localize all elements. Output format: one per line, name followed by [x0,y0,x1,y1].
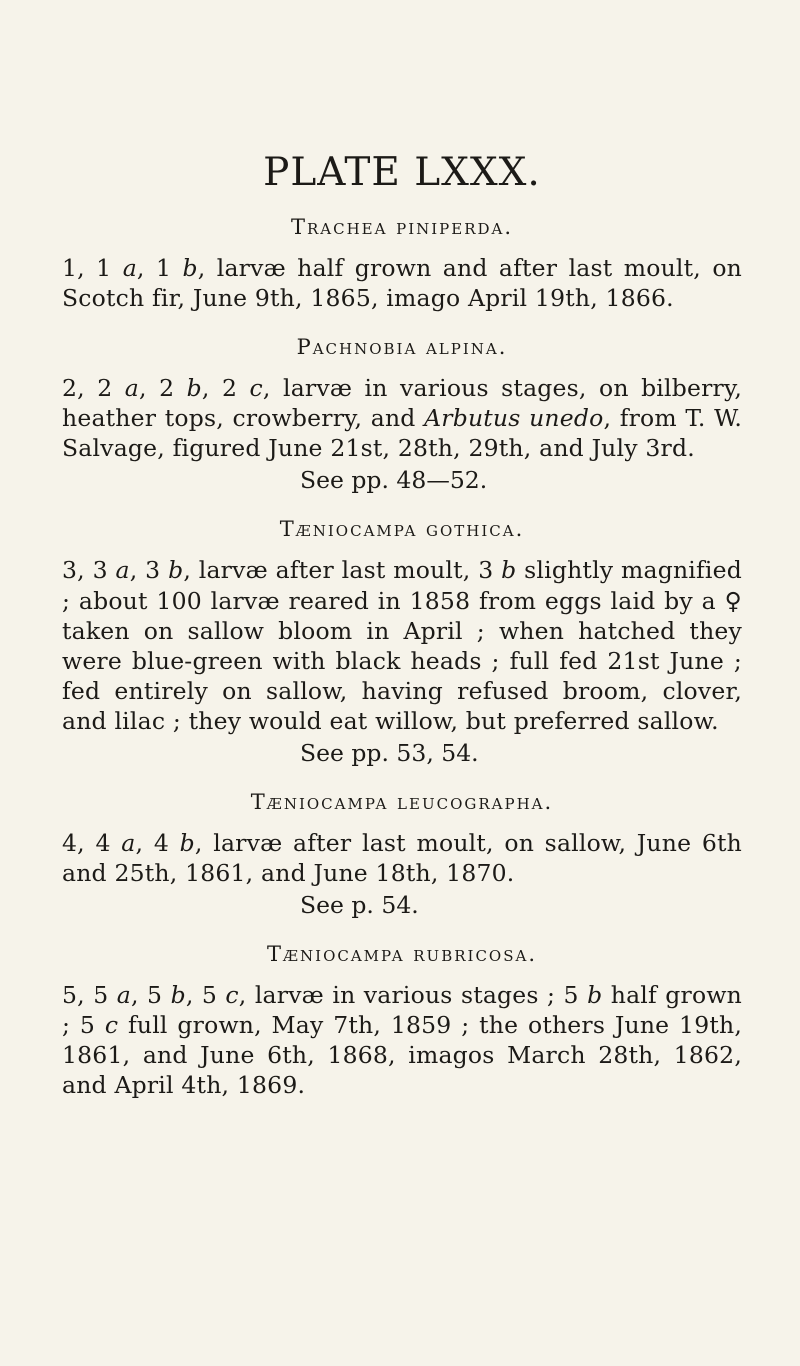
species-heading: Trachea piniperda. [290,215,514,239]
italic-text: b [168,556,184,585]
page [62,150,742,1123]
sections [62,215,742,1101]
text-run: , larvæ after last moult, on sallow, June 6th and 25th, 1861, and June 18th, 1870. [62,829,742,888]
text-run: , 5 [130,981,171,1010]
plate-section [62,517,742,768]
italic-text: b [179,829,195,858]
species-heading: Tæniocampa gothica. [279,517,525,542]
text-run: 5, 5 [62,981,117,1010]
italic-text: a [116,981,131,1010]
species-heading: Tæniocampa rubricosa. [267,942,537,967]
description-text [62,980,742,1100]
text-run: 3, 3 [62,556,116,585]
text-run: , larvæ in various stages ; 5 [238,981,588,1010]
italic-text: a [124,374,140,403]
description-text [62,555,742,735]
page-reference: See pp. 48—52. [300,466,488,495]
page-reference: See pp. 53, 54. [300,738,479,767]
text-run: 2, 2 [62,374,125,403]
text-run: full grown, May 7th, 1859 ; the others June 19th, 1861, and June 6th, 1868, imagos March 28th, 1862, and April 4th, 1869. [62,1011,743,1100]
italic-text: b [186,374,202,403]
text-run: , 2 [201,374,250,403]
text-run: , 2 [139,374,187,403]
plate-title: PLATE LXXX. [263,150,541,195]
plate-section [62,215,742,313]
species-heading: Pachnobia alpina. [296,335,508,360]
italic-text: a [115,556,130,585]
italic-text: a [121,829,136,858]
page-reference: See p. 54. [300,891,419,920]
text-run: , 4 [135,829,180,858]
text-run: , larvæ half grown and after last moult, on Scotch fir, June 9th, 1865, imago April 19th, 1866. [62,254,742,313]
text-run: 1, 1 [62,254,123,282]
plate-section [62,942,742,1100]
italic-text: c [225,981,239,1010]
italic-text: Arbutus unedo [424,404,604,433]
italic-text: b [182,254,198,282]
text-run: 4, 4 [62,829,122,858]
text-run: , larvæ after last moult, 3 [183,556,502,585]
species-heading: Tæniocampa leucographa. [250,790,554,815]
italic-text: b [501,556,517,585]
italic-text: c [104,1011,119,1040]
text-run: , from T. W. Salvage, figured June 21st, 28th, 29th, and July 3rd. [62,404,742,463]
description-text [62,828,742,888]
text-run: , 1 [136,254,183,282]
plate-section [62,335,742,495]
description-text [62,373,742,463]
italic-text: c [249,374,263,403]
italic-text: b [587,981,603,1010]
description-text [62,253,742,313]
text-run: , 5 [185,981,226,1010]
text-run: half grown ; 5 [62,981,742,1040]
text-run: , larvæ in various stages, on bilberry, heather tops, crowberry, and [62,374,742,433]
italic-text: a [122,254,137,282]
italic-text: b [170,981,186,1010]
text-run: slightly magnified ; about 100 larvæ reared in 1858 from eggs laid by a ♀ taken on sallow bloom in April ; when hatched they were blue-green with black heads ; full fed 21st June ; fed entirely on sallow, having refused broom, clover, and lilac ; they would eat willow, but preferred sallow. [62,556,742,735]
plate-section [62,790,742,920]
text-run: , 3 [129,556,169,585]
